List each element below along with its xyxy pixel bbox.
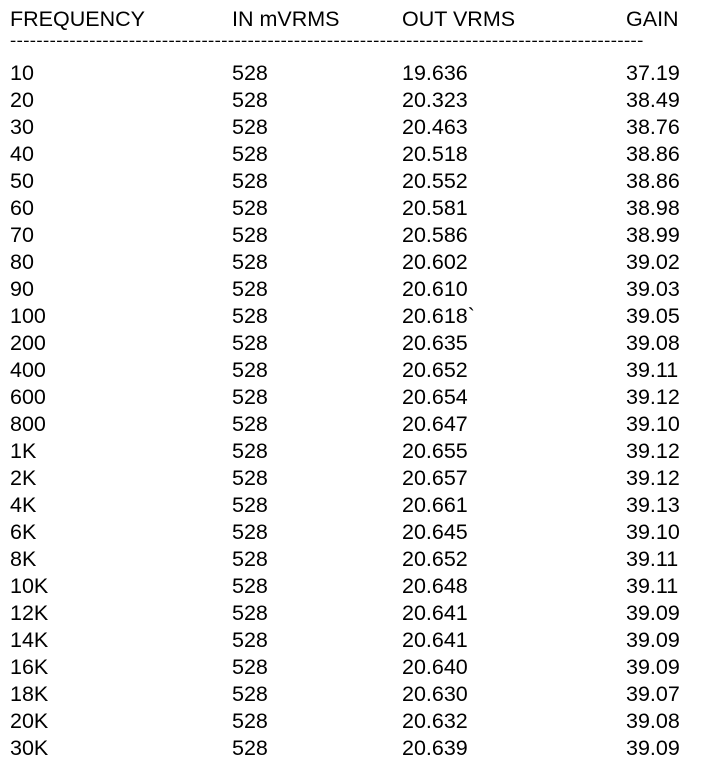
header-in-mvrms: IN mVRMS <box>232 7 340 31</box>
in-mvrms-cell: 528 <box>232 223 268 247</box>
out-vrms-cell: 20.602 <box>402 250 468 274</box>
gain-cell: 39.08 <box>626 331 680 355</box>
out-vrms-cell: 20.610 <box>402 277 468 301</box>
gain-cell: 39.10 <box>626 412 680 436</box>
in-mvrms-cell: 528 <box>232 88 268 112</box>
table-row <box>0 60 724 87</box>
gain-cell: 38.98 <box>626 196 680 220</box>
out-vrms-cell: 20.641 <box>402 628 468 652</box>
table-row <box>0 600 724 627</box>
table-body <box>0 60 724 762</box>
in-mvrms-cell: 528 <box>232 628 268 652</box>
out-vrms-cell: 20.632 <box>402 709 468 733</box>
in-mvrms-cell: 528 <box>232 655 268 679</box>
table-row <box>0 384 724 411</box>
out-vrms-cell: 20.630 <box>402 682 468 706</box>
table-row <box>0 357 724 384</box>
frequency-cell: 12K <box>10 601 49 625</box>
frequency-cell: 30 <box>10 115 34 139</box>
gain-cell: 39.11 <box>626 547 679 571</box>
gain-cell: 39.02 <box>626 250 680 274</box>
out-vrms-cell: 20.655 <box>402 439 468 463</box>
frequency-cell: 8K <box>10 547 37 571</box>
frequency-cell: 80 <box>10 250 34 274</box>
out-vrms-cell: 20.657 <box>402 466 468 490</box>
frequency-cell: 10K <box>10 574 49 598</box>
gain-cell: 39.09 <box>626 628 680 652</box>
out-vrms-cell: 19.636 <box>402 61 468 85</box>
out-vrms-cell: 20.639 <box>402 736 468 760</box>
gain-cell: 39.07 <box>626 682 680 706</box>
in-mvrms-cell: 528 <box>232 601 268 625</box>
gain-cell: 37.19 <box>626 61 680 85</box>
frequency-cell: 14K <box>10 628 49 652</box>
in-mvrms-cell: 528 <box>232 142 268 166</box>
in-mvrms-cell: 528 <box>232 439 268 463</box>
gain-cell: 39.05 <box>626 304 680 328</box>
table-row <box>0 492 724 519</box>
frequency-cell: 4K <box>10 493 37 517</box>
in-mvrms-cell: 528 <box>232 493 268 517</box>
out-vrms-cell: 20.648 <box>402 574 468 598</box>
table-row <box>0 681 724 708</box>
in-mvrms-cell: 528 <box>232 358 268 382</box>
in-mvrms-cell: 528 <box>232 520 268 544</box>
table-row <box>0 411 724 438</box>
frequency-cell: 50 <box>10 169 34 193</box>
frequency-cell: 10 <box>10 61 34 85</box>
out-vrms-cell: 20.645 <box>402 520 468 544</box>
frequency-cell: 800 <box>10 412 46 436</box>
out-vrms-cell: 20.581 <box>402 196 468 220</box>
out-vrms-cell: 20.654 <box>402 385 468 409</box>
in-mvrms-cell: 528 <box>232 304 268 328</box>
out-vrms-cell: 20.518 <box>402 142 468 166</box>
table-row <box>0 168 724 195</box>
table-row <box>0 303 724 330</box>
frequency-cell: 16K <box>10 655 49 679</box>
in-mvrms-cell: 528 <box>232 250 268 274</box>
frequency-cell: 400 <box>10 358 46 382</box>
table-row <box>0 222 724 249</box>
frequency-cell: 30K <box>10 736 49 760</box>
frequency-cell: 600 <box>10 385 46 409</box>
header-gain: GAIN <box>626 7 679 31</box>
table-row <box>0 708 724 735</box>
table-row <box>0 465 724 492</box>
header-frequency: FREQUENCY <box>10 7 145 31</box>
out-vrms-cell: 20.618` <box>402 304 475 328</box>
header-out-vrms: OUT VRMS <box>402 7 516 31</box>
gain-cell: 39.10 <box>626 520 680 544</box>
in-mvrms-cell: 528 <box>232 277 268 301</box>
in-mvrms-cell: 528 <box>232 547 268 571</box>
in-mvrms-cell: 528 <box>232 574 268 598</box>
out-vrms-cell: 20.640 <box>402 655 468 679</box>
frequency-cell: 2K <box>10 466 37 490</box>
out-vrms-cell: 20.652 <box>402 358 468 382</box>
out-vrms-cell: 20.586 <box>402 223 468 247</box>
in-mvrms-cell: 528 <box>232 196 268 220</box>
table-row <box>0 249 724 276</box>
gain-cell: 38.76 <box>626 115 680 139</box>
gain-cell: 39.09 <box>626 601 680 625</box>
gain-cell: 39.09 <box>626 736 680 760</box>
in-mvrms-cell: 528 <box>232 385 268 409</box>
table-header <box>0 4 724 34</box>
table-row <box>0 573 724 600</box>
table-row <box>0 735 724 762</box>
gain-cell: 39.12 <box>626 466 680 490</box>
out-vrms-cell: 20.641 <box>402 601 468 625</box>
gain-cell: 38.86 <box>626 169 680 193</box>
gain-cell: 38.99 <box>626 223 680 247</box>
table-row <box>0 438 724 465</box>
in-mvrms-cell: 528 <box>232 115 268 139</box>
in-mvrms-cell: 528 <box>232 736 268 760</box>
out-vrms-cell: 20.647 <box>402 412 468 436</box>
table-row <box>0 87 724 114</box>
frequency-cell: 60 <box>10 196 34 220</box>
table-row <box>0 276 724 303</box>
in-mvrms-cell: 528 <box>232 412 268 436</box>
gain-cell: 38.86 <box>626 142 680 166</box>
out-vrms-cell: 20.661 <box>402 493 468 517</box>
gain-cell: 39.08 <box>626 709 680 733</box>
in-mvrms-cell: 528 <box>232 709 268 733</box>
gain-cell: 39.12 <box>626 385 680 409</box>
gain-cell: 39.12 <box>626 439 680 463</box>
table-row <box>0 114 724 141</box>
in-mvrms-cell: 528 <box>232 682 268 706</box>
frequency-cell: 18K <box>10 682 49 706</box>
gain-cell: 38.49 <box>626 88 680 112</box>
frequency-cell: 20K <box>10 709 49 733</box>
frequency-cell: 70 <box>10 223 34 247</box>
out-vrms-cell: 20.635 <box>402 331 468 355</box>
frequency-cell: 6K <box>10 520 37 544</box>
table-row <box>0 195 724 222</box>
table-row <box>0 141 724 168</box>
gain-cell: 39.13 <box>626 493 680 517</box>
in-mvrms-cell: 528 <box>232 61 268 85</box>
table-row <box>0 546 724 573</box>
header-divider: ------------------------------------------------------------------------------------------------ <box>8 33 642 52</box>
frequency-cell: 100 <box>10 304 46 328</box>
in-mvrms-cell: 528 <box>232 169 268 193</box>
table-row <box>0 654 724 681</box>
frequency-cell: 40 <box>10 142 34 166</box>
out-vrms-cell: 20.323 <box>402 88 468 112</box>
gain-cell: 39.03 <box>626 277 680 301</box>
gain-cell: 39.09 <box>626 655 680 679</box>
table-row <box>0 519 724 546</box>
in-mvrms-cell: 528 <box>232 466 268 490</box>
frequency-cell: 90 <box>10 277 34 301</box>
frequency-cell: 1K <box>10 439 37 463</box>
gain-cell: 39.11 <box>626 358 679 382</box>
table-row <box>0 330 724 357</box>
out-vrms-cell: 20.652 <box>402 547 468 571</box>
out-vrms-cell: 20.463 <box>402 115 468 139</box>
frequency-cell: 20 <box>10 88 34 112</box>
in-mvrms-cell: 528 <box>232 331 268 355</box>
table-row <box>0 627 724 654</box>
frequency-cell: 200 <box>10 331 46 355</box>
out-vrms-cell: 20.552 <box>402 169 468 193</box>
gain-cell: 39.11 <box>626 574 679 598</box>
